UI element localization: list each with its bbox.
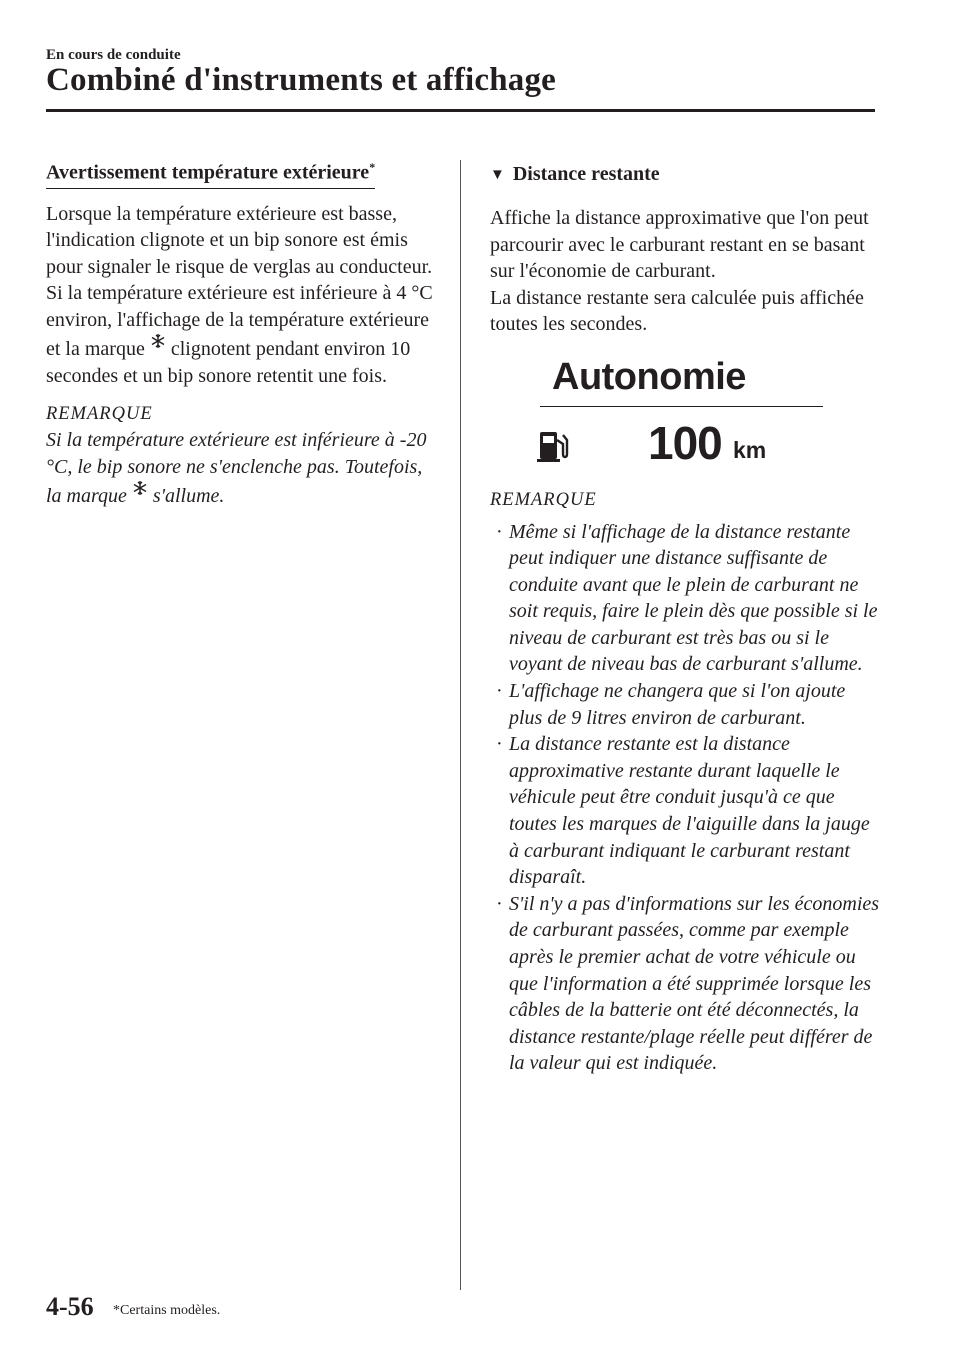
snowflake-icon — [132, 480, 148, 496]
right-note-list — [490, 519, 880, 1077]
paragraph-2-text-b: clignotent pendant environ 10 secondes et un bip sonore retentit une fois. — [46, 338, 411, 387]
bullet-marker: · — [496, 520, 503, 543]
remaining-distance-paragraph-1: Affiche la distance approximative que l'on peut parcourir avec le carburant restant en se basant sur l'économie de carburant. — [490, 207, 869, 282]
outside-temp-warning-heading — [46, 160, 375, 189]
remaining-distance-heading-text: Distance restante — [512, 163, 660, 185]
remaining-distance-heading — [490, 160, 880, 189]
display-value: 100 — [648, 416, 722, 469]
remaining-distance-paragraph-2: La distance restante sera calculée puis affichée toutes les secondes. — [490, 286, 864, 335]
chapter-title: Combiné d'instruments et affichage — [46, 62, 557, 98]
outside-temp-paragraph-2 — [46, 280, 436, 389]
certain-models-marker: * — [369, 160, 376, 174]
left-column — [46, 160, 436, 510]
section-label: En cours de conduite — [46, 47, 181, 63]
paragraph-2-text-a: Si la température extérieure est inférieure à 4 °C environ, l'affichage de la température extérieure et la marque — [46, 282, 433, 361]
range-display-illustration — [490, 352, 880, 477]
column-divider — [460, 160, 461, 1290]
list-item-text: La distance restante est la distance approximative restante durant laquelle le véhicule peut être conduit jusqu'à ce que toutes les marques de l'aiguille dans la jauge à carburant indiquant le carburant restant disparaît. — [509, 733, 870, 889]
list-item-text: Même si l'affichage de la distance restante peut indiquer une distance suffisante de conduite avant que le plein de carburant ne soit requis, faire le plein dès que possible si le niveau de carburant est très bas ou si le voyant de niveau bas de carburant s'allume. — [509, 520, 878, 676]
left-note-text-b: s'allume. — [147, 485, 225, 508]
fuel-pump-icon — [534, 428, 572, 464]
display-rule — [540, 406, 823, 407]
list-item — [490, 519, 880, 679]
triangle-marker-icon: ▼ — [490, 167, 505, 183]
bullet-marker: · — [496, 680, 503, 703]
bullet-marker: · — [496, 733, 503, 756]
title-rule — [46, 109, 875, 112]
footnote: *Certains modèles. — [113, 1303, 221, 1318]
list-item-text: L'affichage ne changera que si l'on ajoute plus de 9 litres environ de carburant. — [509, 680, 846, 729]
display-unit: km — [733, 436, 767, 463]
left-note-text — [46, 427, 436, 510]
outside-temp-warning-heading-text: Avertissement température extérieure — [46, 161, 370, 184]
list-item — [490, 731, 880, 891]
right-note-label: REMARQUE — [490, 489, 597, 510]
list-item-text: S'il n'y a pas d'informations sur les économies de carburant passées, comme par exemple après le premier achat de votre véhicule ou que l'information a été supprimée lorsque les câbles de la batterie ont été déconnectés, la distance restante/plage réelle peut différer de la valeur qui est indiquée. — [509, 892, 880, 1075]
display-title: Autonomie — [552, 355, 746, 398]
snowflake-icon — [150, 333, 166, 349]
left-note-text-a: Si la température extérieure est inférieure à -20 °C, le bip sonore ne s'enclenche pas. Toutefois, la marque — [46, 429, 427, 508]
list-item — [490, 678, 880, 731]
outside-temp-paragraph-1: Lorsque la température extérieure est basse, l'indication clignote et un bip sonore est émis pour signaler le risque de verglas au conducteur. — [46, 202, 433, 278]
bullet-marker: · — [496, 892, 503, 915]
list-item — [490, 891, 880, 1077]
page-number: 4-56 — [46, 1292, 94, 1321]
left-note-label: REMARQUE — [46, 404, 153, 425]
right-column — [490, 160, 880, 1077]
